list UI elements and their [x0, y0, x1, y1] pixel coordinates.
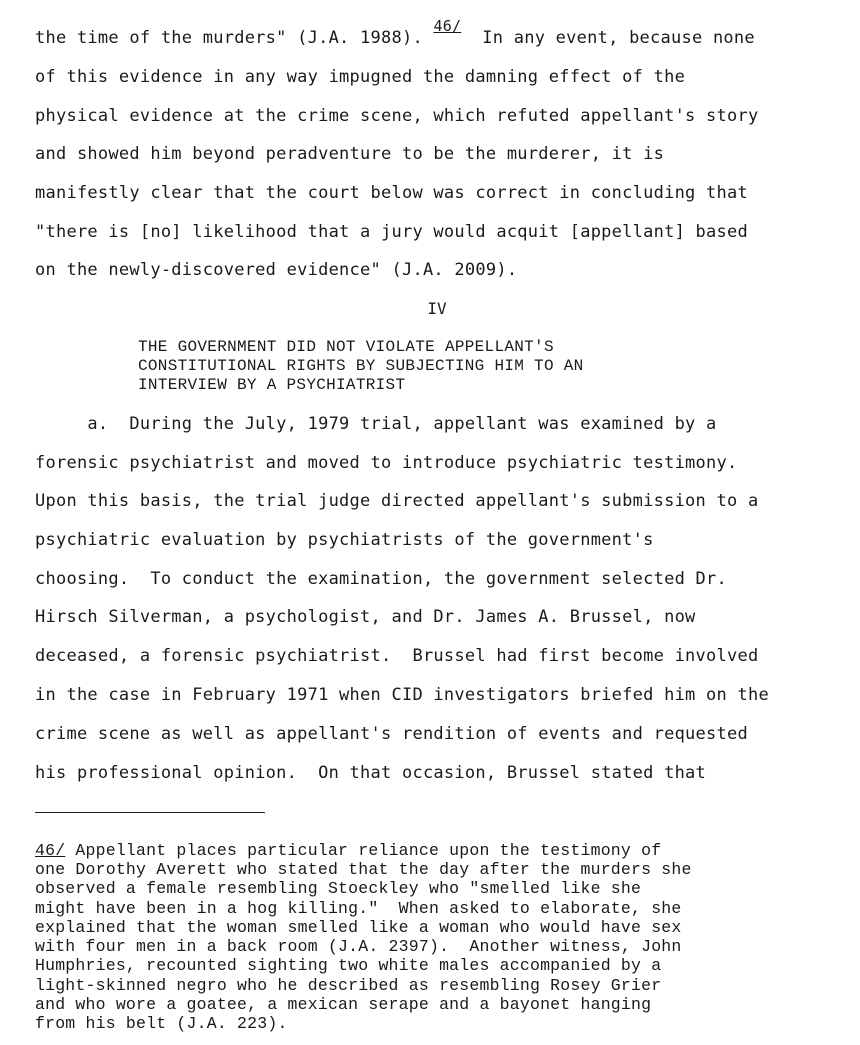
section-numeral: IV	[427, 299, 447, 318]
footnote-line: explained that the woman smelled like a woman who would have sex	[35, 918, 682, 937]
footnote-separator	[35, 812, 265, 813]
footnote-line: and who wore a goatee, a mexican serape and a bayonet hanging	[35, 995, 652, 1014]
paragraph-line: in the case in February 1971 when CID investigators briefed him on the	[35, 685, 769, 705]
paragraph-line: Upon this basis, the trial judge directed appellant's submission to a	[35, 491, 759, 511]
paragraph-line: psychiatric evaluation by psychiatrists of the government's	[35, 530, 654, 550]
footnote-line: might have been in a hog killing." When asked to elaborate, she	[35, 899, 682, 918]
footnote-line: Humphries, recounted sighting two white males accompanied by a	[35, 956, 662, 975]
footnote-line-1	[35, 841, 661, 860]
footnote-reference[interactable]: 46/	[433, 17, 462, 35]
body-line: physical evidence at the crime scene, which refuted appellant's story	[35, 106, 759, 126]
body-line-1-continuation: In any event, because none	[482, 28, 755, 48]
body-line-1	[35, 17, 755, 48]
footnote-label: 46/	[35, 841, 66, 860]
footnote-line: observed a female resembling Stoeckley who "smelled like she	[35, 879, 642, 898]
footnote-line: light-skinned negro who he described as resembling Rosey Grier	[35, 976, 662, 995]
footnote-line: from his belt (J.A. 223).	[35, 1014, 288, 1033]
footnote-line: one Dorothy Averett who stated that the day after the murders she	[35, 860, 692, 879]
body-line: and showed him beyond peradventure to be the murderer, it is	[35, 144, 665, 164]
section-heading-line: CONSTITUTIONAL RIGHTS BY SUBJECTING HIM TO AN	[138, 357, 584, 375]
paragraph-line: crime scene as well as appellant's rendition of events and requested	[35, 724, 748, 744]
paragraph-line: his professional opinion. On that occasion, Brussel stated that	[35, 763, 707, 783]
paragraph-line: a. During the July, 1979 trial, appellant was examined by a	[35, 414, 717, 434]
footnote-first-line-text: Appellant places particular reliance upon the testimony of	[65, 841, 662, 860]
body-line: manifestly clear that the court below was correct in concluding that	[35, 183, 748, 203]
section-heading-line: THE GOVERNMENT DID NOT VIOLATE APPELLANT'S	[138, 338, 554, 356]
body-line: of this evidence in any way impugned the damning effect of the	[35, 67, 686, 87]
paragraph-line: choosing. To conduct the examination, the government selected Dr.	[35, 569, 728, 589]
paragraph-line: Hirsch Silverman, a psychologist, and Dr. James A. Brussel, now	[35, 607, 696, 627]
paragraph-line: forensic psychiatrist and moved to introduce psychiatric testimony.	[35, 453, 738, 473]
section-heading-line: INTERVIEW BY A PSYCHIATRIST	[138, 376, 406, 394]
body-line-1-text: the time of the murders" (J.A. 1988).	[35, 28, 423, 48]
footnote-line: with four men in a back room (J.A. 2397). Another witness, John	[35, 937, 682, 956]
body-line: on the newly-discovered evidence" (J.A. 2009).	[35, 260, 518, 280]
body-line: "there is [no] likelihood that a jury would acquit [appellant] based	[35, 222, 748, 242]
paragraph-line: deceased, a forensic psychiatrist. Brussel had first become involved	[35, 646, 759, 666]
